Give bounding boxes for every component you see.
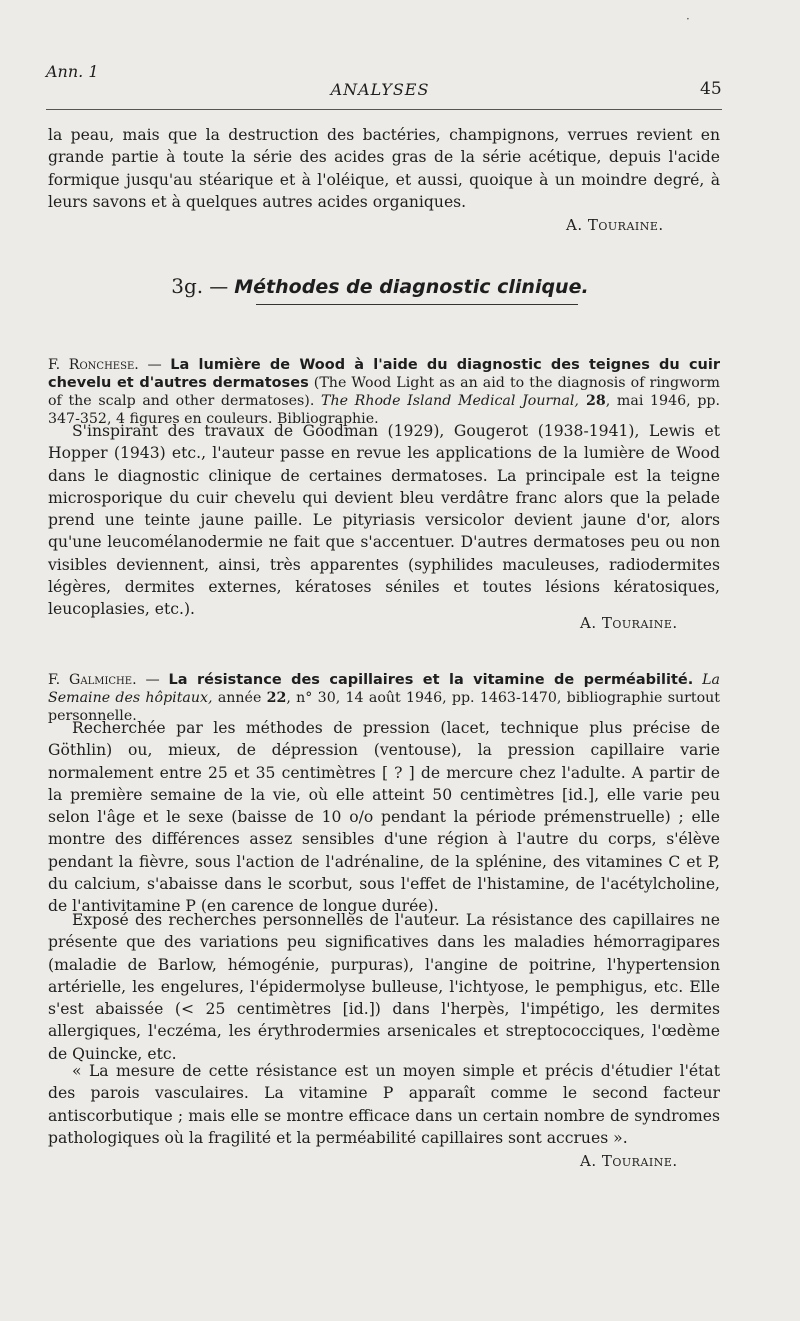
section-underline — [256, 304, 578, 305]
ref-journal: La Semaine des hôpitaux, — [48, 672, 721, 706]
ref-separator: — — [138, 357, 171, 374]
ref-year-label: année — [212, 689, 267, 706]
signature-name: Touraine. — [601, 1152, 678, 1170]
ref-author: F. Galmiche. — [48, 672, 137, 689]
ref-details: , mai 1946, pp. 347-352, 4 figures en couleurs. Bibliographie. — [48, 392, 720, 427]
section-number: 3g. — [171, 274, 204, 298]
signature-1 — [566, 216, 664, 234]
header-rule — [46, 109, 722, 110]
ref-author: F. Ronchese. — [48, 357, 139, 374]
paragraph-wood-light: S'inspirant des travaux de Goodman (1929), Gougerot (1938-1941), Lewis et Hopper (1943) etc., l'auteur passe en revue les applications de la lumière de Wood dans le diagnostic clinique de certaines dermatoses. La principale est la teigne microsporique du cuir chevelu qui devient bleu verdâtre franc alors que la pelade prend une teinte jaune paille. Le pityriasis versicolor devient jaune d'or, alors qu'une leucomélanodermie ne fait que s'accentuer. D'autres dermatoses peu ou non visibles deviennent, ainsi, très apparentes (syphilides maculeuses, radiodermites légères, dermites externes, kératoses séniles et toutes lésions kératosiques, leucoplasies, etc.). — [48, 422, 720, 619]
ref-volume: 22 — [266, 689, 287, 706]
signature-3 — [580, 1152, 678, 1170]
ref-translation: (The Wood Light as an aid to the diagnosis of ringworm of the scalp and other dermatoses). — [48, 374, 720, 409]
section-heading — [0, 274, 760, 298]
signature-initial: A. — [580, 614, 597, 632]
ref-journal: The Rhode Island Medical Journal, — [321, 392, 579, 409]
page-number: 45 — [700, 79, 722, 99]
paragraph-conclusion-quote: « La mesure de cette résistance est un moyen simple et précis d'étudier l'état des parois vasculaires. La vitamine P apparaît comme le second facteur antiscorbutique ; mais elle se montre efficace dans un certain nombre de syndromes pathologiques où la fragilité et la perméabilité capillaires sont accrues ». — [48, 1062, 720, 1147]
paragraph-author-research: Exposé des recherches personnelles de l'auteur. La résistance des capillaires ne présente que des variations peu significatives dans les maladies hémorragipares (maladie de Barlow, hémogénie, purpuras), l'angine de poitrine, l'hypertension artérielle, les engelures, l'épidermolyse bulleuse, l'ichtyose, le pemphigus, etc. Elle s'est abaissée (< 25 centimètres [id.]) dans l'herpès, l'impétigo, les dermites allergiques, l'eczéma, les érythrodermies arsenicales et streptococciques, l'œdème de Quincke, etc. — [48, 911, 720, 1063]
signature-initial: A. — [580, 1152, 597, 1170]
corner-mark: · — [686, 12, 690, 26]
paragraph-continuation: la peau, mais que la destruction des bactéries, champignons, verrues revient en grande partie à toute la série des acides gras de la série acétique, depuis l'acide formique jusqu'au stéarique et à l'oléique, et aussi, quoique à un moindre degré, à leurs savons et à quelques autres acides organiques. — [48, 126, 720, 211]
running-header-left: Ann. 1 — [46, 62, 99, 81]
signature-2 — [580, 614, 678, 632]
ref-title: La résistance des capillaires et la vitamine de perméabilité. — [168, 672, 694, 689]
ref-volume: 28 — [578, 392, 606, 409]
section-title: Méthodes de diagnostic clinique. — [234, 276, 589, 298]
ref-separator: — — [136, 672, 169, 689]
signature-initial: A. — [566, 216, 583, 234]
paragraph-capillary-pressure: Recherchée par les méthodes de pression (lacet, technique plus précise de Göthlin) ou, mieux, de dépression (ventouse), la pression capillaire varie normalement entre 25 et 35 centimètres [ ? ] de mercure chez l'adulte. A partir de la première semaine de la vie, où elle atteint 50 centimètres [id.], elle varie peu selon l'âge et le sexe (baisse de 10 o/o pendant la période prémenstruelle) ; elle montre des différences assez sensibles d'une région à l'autre du corps, s'élève pendant la fièvre, sous l'action de l'adrénaline, de la splénine, des vitamines C et P, du calcium, s'abaisse dans le scorbut, sous l'effet de l'histamine, de l'acétylcholine, de l'antivitamine P (en carence de longue durée). — [48, 719, 720, 916]
ref-title: La lumière de Wood à l'aide du diagnostic des teignes du cuir chevelu et d'autres dermatoses — [48, 357, 720, 391]
running-header-title: ANALYSES — [330, 80, 430, 99]
signature-name: Touraine. — [587, 216, 664, 234]
ref-details: , n° 30, 14 août 1946, pp. 1463-1470, bibliographie surtout personnelle. — [48, 689, 720, 724]
signature-name: Touraine. — [601, 614, 678, 632]
reference-ronchese — [48, 357, 720, 428]
section-dash: — — [209, 276, 229, 298]
